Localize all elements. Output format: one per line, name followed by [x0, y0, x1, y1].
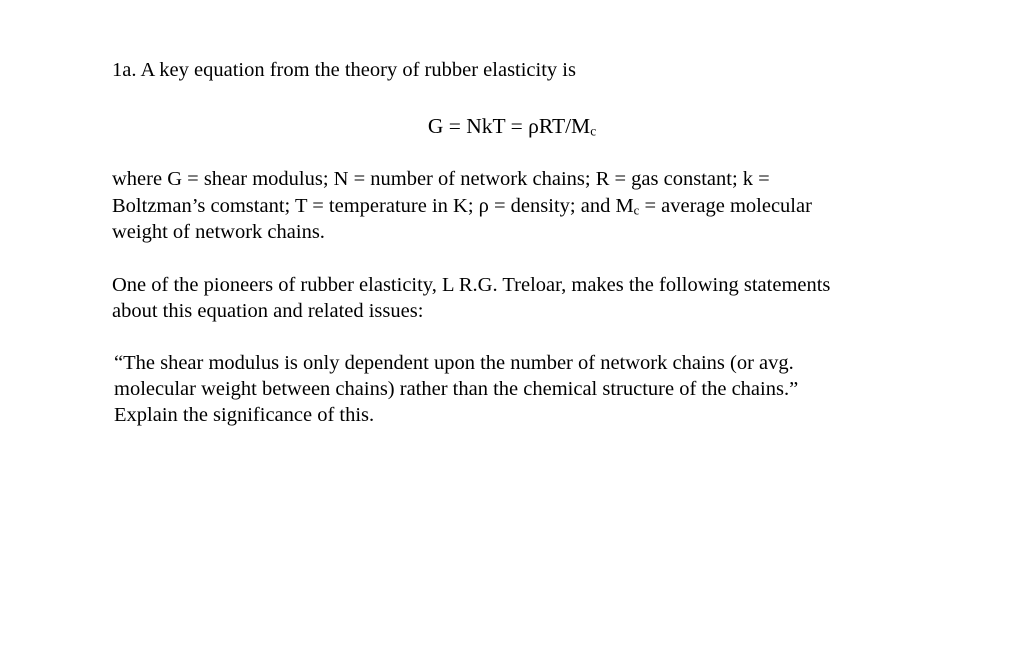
- quote-line-2: molecular weight between chains) rather than the chemical structure of the chains.”: [114, 378, 799, 400]
- equation-subscript: c: [590, 123, 597, 139]
- equation-main: G = NkT = ρRT/M: [427, 114, 591, 138]
- question-heading: 1a. A key equation from the theory of rubber elasticity is: [112, 59, 576, 81]
- quote-line-1: “The shear modulus is only dependent upon the number of network chains (or avg.: [114, 352, 794, 374]
- definitions-line-2-subscript: c: [633, 203, 640, 218]
- definitions-line-2-start: Boltzman’s comstant; T = temperature in K; ρ = density; and M: [112, 195, 634, 217]
- definitions-line-3: weight of network chains.: [112, 221, 325, 243]
- definitions-line-2: [112, 193, 812, 219]
- intro-line-1: One of the pioneers of rubber elasticity, L R.G. Treloar, makes the following statements: [112, 274, 831, 296]
- quote-line-3: Explain the significance of this.: [114, 404, 375, 426]
- intro-line-2: about this equation and related issues:: [112, 300, 424, 322]
- definitions-line-2-end: = average molecular: [639, 195, 812, 217]
- definitions-line-1: where G = shear modulus; N = number of network chains; R = gas constant; k =: [112, 168, 770, 190]
- rubber-elasticity-equation: [0, 113, 1024, 139]
